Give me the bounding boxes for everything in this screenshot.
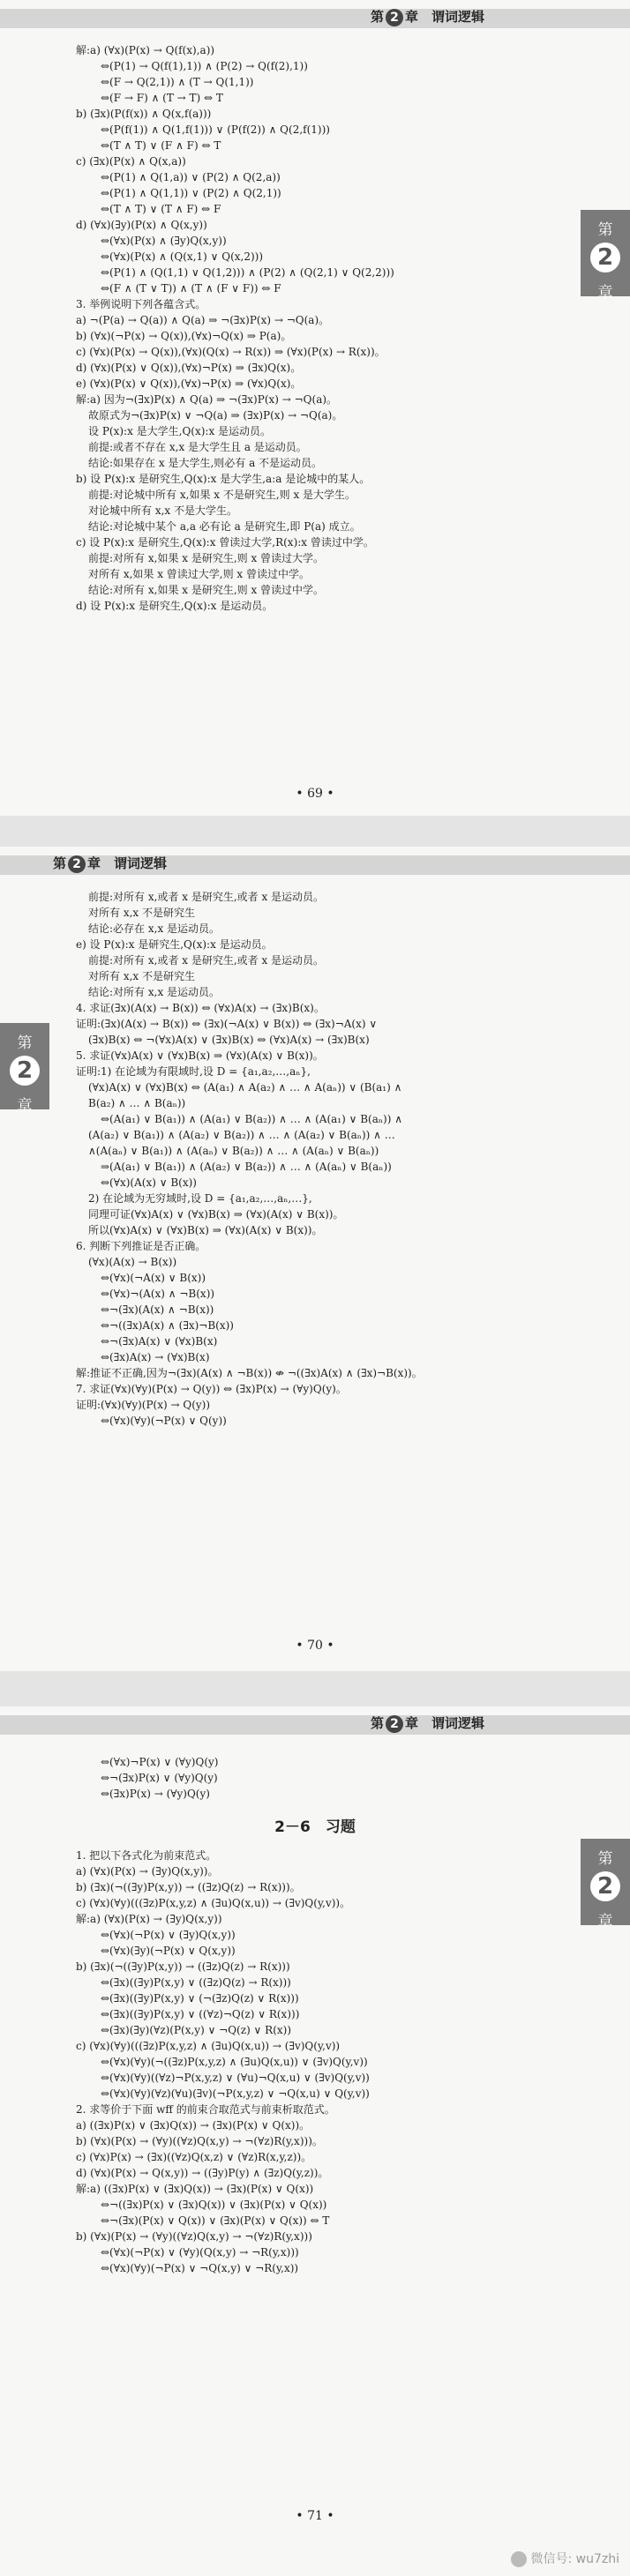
text-line: 对论城中所有 x,x 不是大学生。 (88, 504, 237, 517)
text-line: ⇔(P(1) → Q(f(1),1)) ∧ (P(2) → Q(f(2),1)) (101, 60, 308, 72)
chapter-side-tab (581, 1839, 630, 1930)
chapter-prefix: 第 (371, 1715, 385, 1731)
chapter-heading (371, 7, 484, 26)
page-body-top (76, 1754, 570, 1802)
text-line: 2. 求等价于下面 wff 的前束合取范式与前束析取范式。 (76, 2103, 335, 2116)
text-line: c) (∀x)(∀y)(((∃z)P(x,y,z) ∧ (∃u)Q(x,u)) → (∃v)Q(y,v)) (76, 2040, 341, 2052)
page-body (76, 889, 570, 1429)
book-page-70 (0, 847, 630, 1671)
text-line: 设 P(x):x 是大学生,Q(x):x 是运动员。 (88, 425, 272, 437)
text-line: b) 设 P(x):x 是研究生,Q(x):x 是大学生,a:a 是论城中的某人。 (76, 473, 371, 485)
text-line: b) (∀x)(P(x) → (∀y)((∀z)Q(x,y) → ¬(∀z)R(y,x)))。 (76, 2135, 323, 2147)
chapter-side-tab (581, 210, 630, 302)
text-line: b) (∀x)(¬P(x) → Q(x)),(∀x)¬Q(x) ⇒ P(a)。 (76, 330, 292, 342)
text-line: (A(a₂) ∨ B(a₁)) ∧ (A(a₂) ∨ B(a₂)) ∧ … ∧ (A(a₂) ∨ B(aₙ)) ∧ … (88, 1129, 395, 1141)
text-line: 2) 在论域为无穷域时,设 D = {a₁,a₂,…,aₙ,…}, (88, 1192, 312, 1205)
page-number: • 69 • (296, 787, 334, 801)
text-line: ⇔(∀x)¬P(x) ∨ (∀y)Q(y) (101, 1756, 219, 1768)
text-line: d) (∀x)(∃y)(P(x) ∧ Q(x,y)) (76, 219, 207, 231)
chapter-number: 2 (386, 1715, 403, 1733)
text-line: ⇔(∀x)(∃y)(¬P(x) ∨ Q(x,y)) (101, 1945, 236, 1957)
text-line: B(a₂) ∧ … ∧ B(aₙ)) (88, 1097, 186, 1109)
text-line: 证明:(∀x)(∀y)(P(x) → Q(y)) (76, 1399, 211, 1411)
text-line: 证明:(∃x)(A(x) → B(x)) ⇔ (∃x)(¬A(x) ∨ B(x)) ⇔ (∃x)¬A(x) ∨ (76, 1018, 378, 1030)
text-line: 7. 求证(∀x)(∀y)(P(x) → Q(y)) ⇔ (∃x)P(x) → (∀y)Q(y)。 (76, 1383, 347, 1395)
section-title: 2－6 习题 (274, 1818, 356, 1836)
book-page-71 (0, 1706, 630, 2576)
text-line: ⇔(∀x)(∀y)(¬P(x) ∨ Q(y)) (101, 1415, 227, 1427)
text-line: d) (∀x)(P(x) ∨ Q(x)),(∀x)¬P(x) ⇒ (∃x)Q(x)。 (76, 362, 302, 374)
text-line: 1. 把以下各式化为前束范式。 (76, 1849, 217, 1862)
page-body (76, 1848, 570, 2276)
text-line: ⇔¬(∃x)(P(x) ∨ Q(x)) ∨ (∃x)(P(x) ∨ Q(x)) ⇔ T (101, 2214, 330, 2227)
text-line: ⇔(F → Q(2,1)) ∧ (T → Q(1,1)) (101, 76, 254, 88)
text-line: e) (∀x)(P(x) ∨ Q(x)),(∀x)¬P(x) ⇒ (∀x)Q(x)。 (76, 377, 302, 390)
text-line: 结论:对所有 x,如果 x 是研究生,则 x 曾读过中学。 (88, 584, 325, 596)
text-line: b) (∃x)(¬((∃y)P(x,y)) → ((∃z)Q(z) → R(x))) (76, 1960, 290, 1973)
chapter-prefix: 第 (371, 9, 385, 25)
text-line: ⇔(∀x)(¬A(x) ∨ B(x)) (101, 1272, 206, 1284)
text-line: 4. 求证(∃x)(A(x) → B(x)) ⇔ (∀x)A(x) → (∃x)B(x)。 (76, 1002, 325, 1014)
text-line: c) (∀x)(P(x) → Q(x)),(∀x)(Q(x) → R(x)) ⇒ (∀x)(P(x) → R(x))。 (76, 346, 386, 358)
page-gap (0, 816, 630, 847)
text-line: ⇔(P(1) ∧ Q(1,a)) ∨ (P(2) ∧ Q(2,a)) (101, 171, 281, 183)
text-line: ⇔(∀x)(P(x) ∧ (Q(x,1) ∨ Q(x,2))) (101, 250, 264, 263)
text-line: ⇔(∀x)(∀y)(∀z)(∀u)(∃v)(¬P(x,y,z) ∨ ¬Q(x,u) ∨ Q(y,v)) (101, 2087, 370, 2100)
text-line: (∀x)(A(x) → B(x)) (88, 1256, 177, 1268)
tab-number: 2 (10, 1056, 40, 1086)
text-line: ⇔¬(∃x)A(x) ∨ (∀x)B(x) (101, 1335, 218, 1348)
text-line: c) (∀x)(∀y)(((∃z)P(x,y,z) ∧ (∃u)Q(x,u)) → (∃v)Q(y,v))。 (76, 1897, 351, 1909)
tab-text-bottom: 章 (17, 1097, 33, 1115)
text-line: e) 设 P(x):x 是研究生,Q(x):x 是运动员。 (76, 938, 273, 951)
text-line: 证明:1) 在论域为有限域时,设 D = {a₁,a₂,…,aₙ}, (76, 1065, 311, 1078)
page-number: • 70 • (296, 1639, 334, 1653)
text-line: 解:a) (∀x)(P(x) → Q(f(x),a)) (76, 44, 215, 56)
text-line: 解:a) 因为¬(∃x)P(x) ∧ Q(a) ⇒ ¬(∃x)P(x) → ¬Q(a)。 (76, 393, 338, 406)
text-line: b) (∃x)(P(f(x)) ∧ Q(x,f(a))) (76, 108, 212, 120)
text-line: ⇔(∀x)(∀y)((∀z)¬P(x,y,z) ∨ (∀u)¬Q(x,u) ∨ (∃v)Q(y,v)) (101, 2072, 370, 2084)
text-line: 前提:对所有 x,或者 x 是研究生,或者 x 是运动员。 (88, 891, 325, 903)
text-line: 同理可证(∀x)A(x) ∨ (∀x)B(x) ⇒ (∀x)(A(x) ∨ B(x))。 (88, 1208, 344, 1221)
page-gap (0, 1671, 630, 1706)
chapter-prefix: 第 (53, 855, 67, 871)
text-line: 对所有 x,x 不是研究生 (88, 970, 195, 982)
page-header (0, 847, 630, 878)
text-line: c) (∀x)P(x) → (∃x)((∀z)Q(x,z) ∨ (∀z)R(x,y,z))。 (76, 2151, 312, 2163)
text-line: 结论:如果存在 x 是大学生,则必有 a 不是运动员。 (88, 457, 323, 469)
chapter-title: 谓词逻辑 (431, 9, 485, 25)
text-line: ⇔(P(1) ∧ (Q(1,1) ∨ Q(1,2))) ∧ (P(2) ∧ (Q(2,1) ∨ Q(2,2))) (101, 266, 394, 279)
text-line: 3. 举例说明下列各蕴含式。 (76, 298, 206, 310)
text-line: ⇔(∃x)(∃y)(∀z)(P(x,y) ∨ ¬Q(z) ∨ R(x)) (101, 2024, 292, 2036)
text-line: a) ¬(P(a) → Q(a)) ∧ Q(a) ⇒ ¬(∃x)P(x) → ¬Q(a)。 (76, 314, 330, 326)
text-line: 前提:或者不存在 x,x 是大学生且 a 是运动员。 (88, 441, 307, 453)
page-body (76, 42, 570, 614)
text-line: c) 设 P(x):x 是研究生,Q(x):x 曾读过大学,R(x):x 曾读过中学。 (76, 536, 374, 549)
text-line: 所以(∀x)A(x) ∨ (∀x)B(x) ⇒ (∀x)(A(x) ∨ B(x))。 (88, 1224, 323, 1236)
watermark-text: 微信号: wu7zhi (530, 2552, 619, 2566)
page-number: • 71 • (296, 2509, 334, 2523)
page-header (0, 1706, 630, 1738)
chapter-title: 谓词逻辑 (431, 1715, 485, 1731)
book-page-69 (0, 0, 630, 816)
chapter-suffix: 章 (405, 1715, 419, 1731)
text-line: b) (∃x)(¬((∃y)P(x,y)) → ((∃z)Q(z) → R(x)))。 (76, 1881, 301, 1893)
text-line: ⇔(∀x)¬(A(x) ∧ ¬B(x)) (101, 1288, 215, 1300)
text-line: a) (∀x)(P(x) → (∃y)Q(x,y))。 (76, 1865, 219, 1878)
text-line: 结论:对所有 x,x 是运动员。 (88, 986, 221, 998)
text-line: 故原式为¬(∃x)P(x) ∨ ¬Q(a) ⇒ (∃x)P(x) → ¬Q(a)。 (88, 409, 343, 422)
tab-text-top: 第 (597, 1850, 613, 1868)
text-line: 前提:对论城中所有 x,如果 x 不是研究生,则 x 是大学生。 (88, 489, 356, 501)
text-line: ∧(A(aₙ) ∨ B(a₁)) ∧ (A(aₙ) ∨ B(a₂)) ∧ … ∧ (A(aₙ) ∨ B(aₙ)) (88, 1145, 379, 1157)
chapter-number: 2 (68, 855, 86, 873)
text-line: 前提:对所有 x,如果 x 是研究生,则 x 曾读过大学。 (88, 552, 325, 564)
text-line: 解:a) (∀x)(P(x) → (∃y)Q(x,y)) (76, 1913, 222, 1925)
text-line: ⇔(P(1) ∧ Q(1,1)) ∨ (P(2) ∧ Q(2,1)) (101, 187, 281, 199)
text-line: 5. 求证(∀x)A(x) ∨ (∀x)B(x) ⇒ (∀x)(A(x) ∨ B(x))。 (76, 1049, 324, 1062)
tab-text-bottom: 章 (597, 284, 613, 302)
text-line: ⇔(∀x)(P(x) ∧ (∃y)Q(x,y)) (101, 235, 227, 247)
chapter-number: 2 (386, 9, 403, 26)
chapter-suffix: 章 (87, 855, 101, 871)
page-header (0, 0, 630, 32)
tab-number: 2 (590, 1871, 620, 1901)
text-line: 结论:对论城中某个 a,a 必有论 a 是研究生,即 P(a) 成立。 (88, 520, 361, 533)
tab-text-top: 第 (17, 1034, 33, 1052)
text-line: 结论:必存在 x,x 是运动员。 (88, 922, 221, 935)
text-line: ⇔(∃x)P(x) → (∀y)Q(y) (101, 1788, 210, 1800)
chapter-side-tab (0, 1023, 49, 1115)
text-line: ⇔(∃x)A(x) → (∀x)B(x) (101, 1351, 210, 1363)
text-line: 6. 判断下列推证是否正确。 (76, 1240, 206, 1252)
text-line: 对所有 x,如果 x 曾读过大学,则 x 曾读过中学。 (88, 568, 311, 580)
text-line: ⇔¬(∃x)(A(x) ∧ ¬B(x)) (101, 1303, 214, 1316)
text-line: ⇔(F → F) ∧ (T → T) ⇔ T (101, 92, 223, 104)
text-line: 解:a) ((∃x)P(x) ∨ (∃x)Q(x)) → (∃x)(P(x) ∨ Q(x)) (76, 2183, 314, 2195)
text-line: ⇔(∀x)(∀y)(¬P(x) ∨ ¬Q(x,y) ∨ ¬R(y,x)) (101, 2262, 299, 2274)
text-line: (∃x)B(x) ⇔ ¬(∀x)A(x) ∨ (∃x)B(x) ⇔ (∀x)A(x) → (∃x)B(x) (88, 1034, 370, 1046)
text-line: 前提:对所有 x,或者 x 是研究生,或者 x 是运动员。 (88, 954, 325, 967)
text-line: (∀x)A(x) ∨ (∀x)B(x) ⇔ (A(a₁) ∧ A(a₂) ∧ … ∧ A(aₙ)) ∨ (B(a₁) ∧ (88, 1081, 402, 1094)
text-line: ⇔(∀x)(A(x) ∨ B(x)) (101, 1176, 197, 1189)
text-line: ⇔(F ∧ (T ∨ T)) ∧ (T ∧ (F ∨ F)) ⇔ F (101, 282, 281, 295)
chapter-heading (53, 854, 167, 873)
tab-text-top: 第 (597, 221, 613, 239)
header-bar (0, 9, 630, 28)
text-line: ⇔¬((∃x)A(x) ∧ (∃x)¬B(x)) (101, 1319, 234, 1332)
chapter-heading (371, 1714, 484, 1733)
text-line: a) ((∃x)P(x) ∨ (∃x)Q(x)) → (∃x)(P(x) ∨ Q(x))。 (76, 2119, 311, 2132)
text-line: d) 设 P(x):x 是研究生,Q(x):x 是运动员。 (76, 600, 274, 612)
text-line: ⇔¬((∃x)P(x) ∨ (∃x)Q(x)) ∨ (∃x)(P(x) ∨ Q(x)) (101, 2199, 327, 2211)
tab-text-bottom: 章 (597, 1913, 613, 1930)
tab-number: 2 (590, 243, 620, 273)
text-line: ⇔(A(a₁) ∨ B(a₁)) ∧ (A(a₁) ∨ B(a₂)) ∧ … ∧ (A(a₁) ∨ B(aₙ)) ∧ (101, 1113, 403, 1125)
text-line: ⇔(P(f(1)) ∧ Q(1,f(1))) ∨ (P(f(2)) ∧ Q(2,f(1))) (101, 123, 330, 136)
text-line: b) (∀x)(P(x) → (∀y)((∀z)Q(x,y) → ¬(∀z)R(y,x))) (76, 2230, 312, 2243)
text-line: ⇔(∃x)((∃y)P(x,y) ∨ ((∀z)¬Q(z) ∨ R(x))) (101, 2008, 300, 2020)
wechat-icon (511, 2551, 527, 2567)
text-line: ⇔(∀x)(¬P(x) ∨ (∀y)(Q(x,y) → ¬R(y,x))) (101, 2246, 299, 2259)
chapter-suffix: 章 (405, 9, 419, 25)
text-line: 解:推证不正确,因为¬(∃x)(A(x) ∧ ¬B(x)) ⇎ ¬((∃x)A(x) ∧ (∃x)¬B(x))。 (76, 1367, 423, 1379)
text-line: d) (∀x)(P(x) → Q(x,y)) → ((∃y)P(y) ∧ (∃z)Q(y,z))。 (76, 2167, 329, 2179)
text-line: 对所有 x,x 不是研究生 (88, 907, 195, 919)
chapter-title: 谓词逻辑 (114, 855, 168, 871)
text-line: ⇔(∀x)(¬P(x) ∨ (∃y)Q(x,y)) (101, 1929, 236, 1941)
text-line: ⇒(A(a₁) ∨ B(a₁)) ∧ (A(a₂) ∨ B(a₂)) ∧ … ∧ (A(aₙ) ∨ B(aₙ)) (101, 1161, 392, 1173)
text-line: ⇔(∀x)(∀y)(¬((∃z)P(x,y,z) ∧ (∃u)Q(x,u)) ∨ (∃v)Q(y,v)) (101, 2056, 368, 2068)
text-line: c) (∃x)(P(x) ∧ Q(x,a)) (76, 155, 186, 168)
text-line: ⇔(∃x)((∃y)P(x,y) ∨ (¬(∃z)Q(z) ∨ R(x))) (101, 1992, 299, 2005)
text-line: ⇔¬(∃x)P(x) ∨ (∀y)Q(y) (101, 1772, 218, 1784)
text-line: ⇔(T ∧ T) ∨ (F ∧ F) ⇔ T (101, 139, 221, 152)
header-bar (0, 1715, 630, 1735)
text-line: ⇔(T ∧ T) ∨ (T ∧ F) ⇔ F (101, 203, 221, 215)
watermark (511, 2550, 619, 2567)
text-line: ⇔(∃x)((∃y)P(x,y) ∨ ((∃z)Q(z) → R(x))) (101, 1976, 291, 1989)
